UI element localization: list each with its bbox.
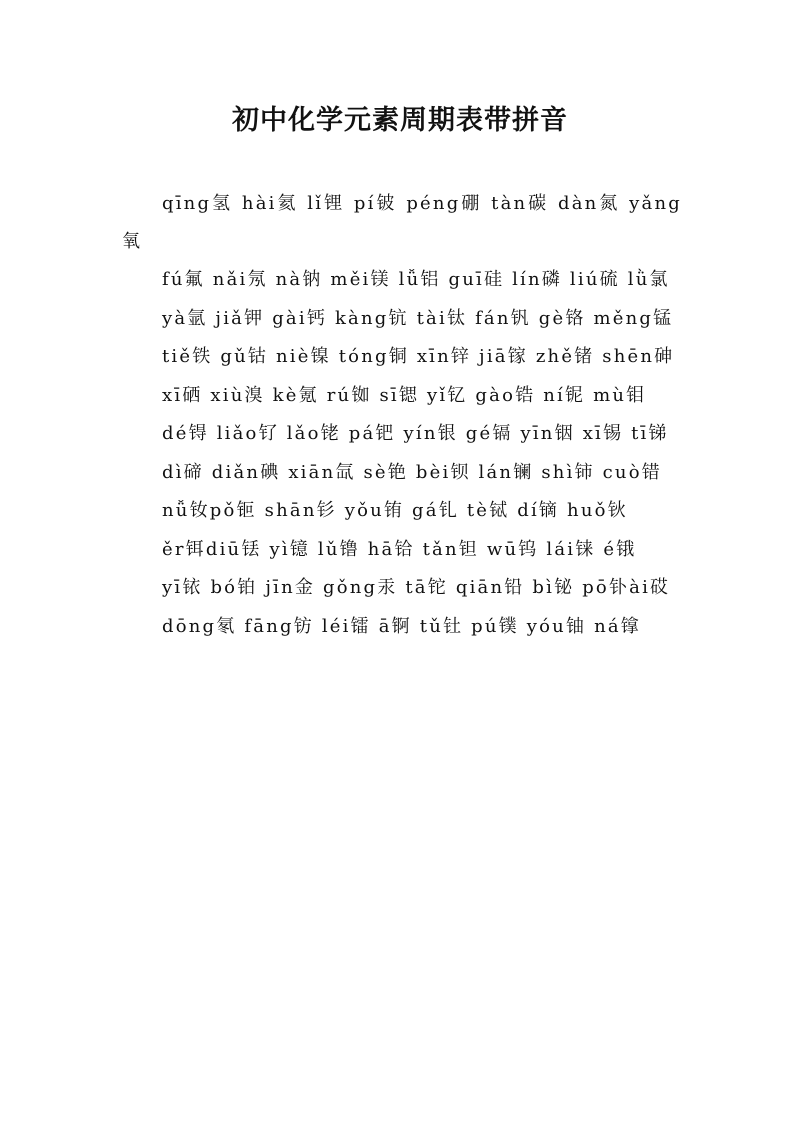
element-line-1: qīng氢 hài氦 lǐ锂 pí铍 péng硼 tàn碳 dàn氮 yǎng氧 [122, 193, 682, 252]
element-line-4: tiě铁 gǔ钴 niè镍 tóng铜 xīn锌 jiā镓 zhě锗 shēn砷 [162, 346, 675, 367]
element-line-2: fú氟 nǎi氖 nà钠 měi镁 lǚ铝 guī硅 lín磷 liú硫 lǜ氯 [162, 269, 670, 290]
element-line-10: yī铱 bó铂 jīn金 gǒng汞 tā铊 qiān铅 bì铋 pō钋ài砹 [162, 577, 671, 598]
element-line-11: dōng氡 fāng钫 léi镭 ā锕 tǔ钍 pú镤 yóu铀 ná镎 [162, 615, 641, 637]
element-line-8: nǚ钕pǒ钷 shān钐 yǒu铕 gá钆 tè铽 dí镝 huǒ钬 [162, 500, 628, 521]
element-line-7: dì碲 diǎn碘 xiān氙 sè铯 bèi钡 lán镧 shì铈 cuò错 [162, 461, 662, 483]
element-line-3: yà氩 jiǎ钾 gài钙 kàng钪 tài钛 fán钒 gè铬 měng锰 [162, 307, 674, 329]
document-title: 初中化学元素周期表带拼音 [232, 105, 568, 136]
element-line-9: ěr铒diū铥 yì镱 lǔ镥 hā铪 tǎn钽 wū钨 lái铼 é锇 [162, 538, 637, 560]
element-line-6: dé锝 liǎo钌 lǎo铑 pá钯 yín银 gé镉 yīn铟 xī锡 tī锑 [162, 423, 669, 444]
element-line-5: xī硒 xiù溴 kè氪 rú铷 sī锶 yǐ钇 gào锆 ní铌 mù钼 [162, 384, 647, 406]
document-body [122, 185, 682, 646]
